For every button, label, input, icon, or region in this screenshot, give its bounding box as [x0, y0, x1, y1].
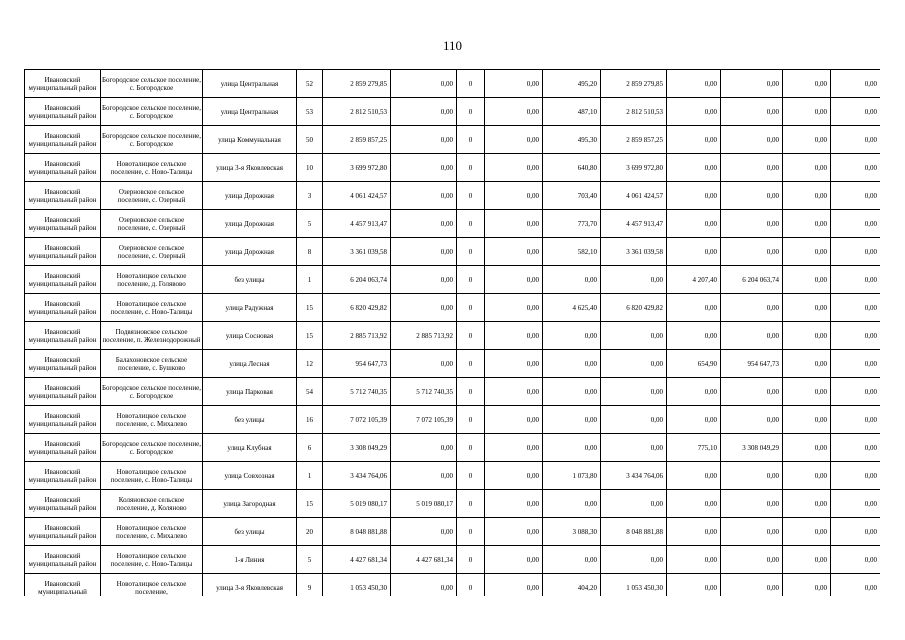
amount-cell: 0,00 [721, 378, 783, 406]
area-cell: 495,30 [543, 126, 601, 154]
count-cell: 0 [457, 406, 485, 434]
area-cell: 0,00 [667, 210, 721, 238]
district-cell: Ивановский муниципальный район [25, 266, 101, 294]
table-row [25, 98, 881, 126]
amount-cell: 0,00 [721, 294, 783, 322]
amount-cell: 0,00 [391, 518, 457, 546]
house-number-cell: 9 [297, 574, 323, 597]
area-cell: 1 073,80 [543, 462, 601, 490]
amount-cell: 0,00 [831, 126, 881, 154]
amount-cell: 0,00 [721, 154, 783, 182]
settlement-cell: Богородское сельское поселение, с. Богородское [101, 434, 203, 462]
table-row [25, 210, 881, 238]
total-cost-cell: 2 859 279,85 [323, 70, 391, 98]
district-cell: Ивановский муниципальный район [25, 350, 101, 378]
amount-cell: 0,00 [391, 70, 457, 98]
amount-cell: 6 204 063,74 [721, 266, 783, 294]
amount-cell: 0,00 [391, 266, 457, 294]
amount-cell: 7 072 105,39 [391, 406, 457, 434]
house-number-cell: 3 [297, 182, 323, 210]
amount-cell: 0,00 [721, 546, 783, 574]
settlement-cell: Новоталицкое сельское поселение, с. Ново-Талицы [101, 154, 203, 182]
amount-cell: 0,00 [721, 490, 783, 518]
amount-cell: 0,00 [831, 546, 881, 574]
settlement-cell: Богородское сельское поселение, с. Богородское [101, 126, 203, 154]
amount-cell: 0,00 [831, 238, 881, 266]
amount-cell: 0,00 [831, 490, 881, 518]
house-number-cell: 15 [297, 490, 323, 518]
total-cost-cell: 2 859 857,25 [323, 126, 391, 154]
table-body [25, 70, 881, 597]
street-cell: улица Загородная [203, 490, 297, 518]
total-cost-cell: 3 308 049,29 [323, 434, 391, 462]
area-cell: 773,70 [543, 210, 601, 238]
count-cell: 0 [457, 322, 485, 350]
house-number-cell: 6 [297, 434, 323, 462]
district-cell: Ивановский муниципальный район [25, 406, 101, 434]
amount-cell: 0,00 [831, 210, 881, 238]
amount-cell: 0,00 [601, 378, 667, 406]
district-cell: Ивановский муниципальный район [25, 322, 101, 350]
amount-cell: 0,00 [831, 434, 881, 462]
street-cell: улица Дорожная [203, 238, 297, 266]
area-cell: 0,00 [667, 70, 721, 98]
amount-cell: 0,00 [485, 182, 543, 210]
amount-cell: 0,00 [485, 350, 543, 378]
house-number-cell: 52 [297, 70, 323, 98]
amount-cell: 0,00 [783, 294, 831, 322]
count-cell: 0 [457, 126, 485, 154]
amount-cell: 0,00 [783, 350, 831, 378]
area-cell: 640,80 [543, 154, 601, 182]
street-cell: улица Парковая [203, 378, 297, 406]
amount-cell: 0,00 [721, 574, 783, 597]
count-cell: 0 [457, 238, 485, 266]
district-cell: Ивановский муниципальный район [25, 490, 101, 518]
amount-cell: 4 061 424,57 [601, 182, 667, 210]
street-cell: без улицы [203, 266, 297, 294]
count-cell: 0 [457, 378, 485, 406]
amount-cell: 0,00 [391, 154, 457, 182]
street-cell: улица Центральная [203, 70, 297, 98]
house-number-cell: 1 [297, 462, 323, 490]
amount-cell: 0,00 [485, 322, 543, 350]
settlement-cell: Новоталицкое сельское поселение, с. Ново-Талицы [101, 546, 203, 574]
amount-cell: 0,00 [391, 238, 457, 266]
amount-cell: 0,00 [783, 518, 831, 546]
amount-cell: 3 361 039,58 [601, 238, 667, 266]
area-cell: 4 207,40 [667, 266, 721, 294]
area-cell: 0,00 [543, 266, 601, 294]
count-cell: 0 [457, 294, 485, 322]
amount-cell: 0,00 [485, 294, 543, 322]
area-cell: 404,20 [543, 574, 601, 597]
amount-cell: 0,00 [601, 406, 667, 434]
total-cost-cell: 6 204 063,74 [323, 266, 391, 294]
amount-cell: 0,00 [485, 70, 543, 98]
count-cell: 0 [457, 434, 485, 462]
amount-cell: 0,00 [721, 210, 783, 238]
area-cell: 0,00 [667, 378, 721, 406]
amount-cell: 2 859 279,85 [601, 70, 667, 98]
district-cell: Ивановский муниципальный район [25, 546, 101, 574]
settlement-cell: Новоталицкое сельское поселение, д. Голявово [101, 266, 203, 294]
amount-cell: 0,00 [831, 322, 881, 350]
amount-cell: 0,00 [601, 266, 667, 294]
amount-cell: 0,00 [783, 490, 831, 518]
area-cell: 0,00 [543, 322, 601, 350]
area-cell: 0,00 [543, 434, 601, 462]
settlement-cell: Богородское сельское поселение, с. Богородское [101, 98, 203, 126]
house-number-cell: 16 [297, 406, 323, 434]
total-cost-cell: 6 820 429,82 [323, 294, 391, 322]
amount-cell: 0,00 [721, 322, 783, 350]
street-cell: улица Сосновая [203, 322, 297, 350]
settlement-cell: Новоталицкое сельское поселение, с. Михалево [101, 518, 203, 546]
amount-cell: 0,00 [783, 378, 831, 406]
amount-cell: 0,00 [601, 350, 667, 378]
area-cell: 0,00 [667, 182, 721, 210]
area-cell: 0,00 [667, 490, 721, 518]
settlement-cell: Озерновское сельское поселение, с. Озерный [101, 210, 203, 238]
settlement-cell: Балахоновское сельское поселение, с. Бушково [101, 350, 203, 378]
total-cost-cell: 4 457 913,47 [323, 210, 391, 238]
amount-cell: 0,00 [485, 98, 543, 126]
total-cost-cell: 2 812 510,53 [323, 98, 391, 126]
count-cell: 0 [457, 490, 485, 518]
amount-cell: 0,00 [601, 546, 667, 574]
house-number-cell: 15 [297, 322, 323, 350]
amount-cell: 0,00 [831, 294, 881, 322]
amount-cell: 0,00 [783, 70, 831, 98]
amount-cell: 0,00 [831, 462, 881, 490]
table-row [25, 266, 881, 294]
amount-cell: 0,00 [783, 154, 831, 182]
count-cell: 0 [457, 182, 485, 210]
amount-cell: 0,00 [831, 70, 881, 98]
count-cell: 0 [457, 154, 485, 182]
total-cost-cell: 5 712 740,35 [323, 378, 391, 406]
street-cell: улица Дорожная [203, 210, 297, 238]
area-cell: 487,10 [543, 98, 601, 126]
table-row [25, 182, 881, 210]
amount-cell: 0,00 [391, 574, 457, 597]
district-cell: Ивановский муниципальный район [25, 126, 101, 154]
street-cell: без улицы [203, 518, 297, 546]
amount-cell: 2 812 510,53 [601, 98, 667, 126]
settlement-cell: Озерновское сельское поселение, с. Озерный [101, 182, 203, 210]
house-number-cell: 5 [297, 210, 323, 238]
table-row [25, 322, 881, 350]
area-cell: 654,90 [667, 350, 721, 378]
amount-cell: 0,00 [721, 518, 783, 546]
house-number-cell: 10 [297, 154, 323, 182]
count-cell: 0 [457, 70, 485, 98]
settlement-cell: Коляновское сельское поселение, д. Коляново [101, 490, 203, 518]
area-cell: 775,10 [667, 434, 721, 462]
total-cost-cell: 4 061 424,57 [323, 182, 391, 210]
amount-cell: 0,00 [783, 546, 831, 574]
amount-cell: 0,00 [601, 434, 667, 462]
street-cell: улица Совхозная [203, 462, 297, 490]
page-number: 110 [442, 38, 463, 53]
street-cell: улица Дорожная [203, 182, 297, 210]
street-cell: улица Радужная [203, 294, 297, 322]
table-row [25, 126, 881, 154]
count-cell: 0 [457, 210, 485, 238]
amount-cell: 0,00 [721, 238, 783, 266]
district-cell: Ивановский муниципальный район [25, 182, 101, 210]
amount-cell: 0,00 [783, 574, 831, 597]
amount-cell: 2 859 857,25 [601, 126, 667, 154]
amount-cell: 0,00 [831, 378, 881, 406]
area-cell: 0,00 [667, 126, 721, 154]
district-cell: Ивановский муниципальный район [25, 518, 101, 546]
count-cell: 0 [457, 98, 485, 126]
area-cell: 0,00 [667, 154, 721, 182]
house-number-cell: 15 [297, 294, 323, 322]
amount-cell: 5 712 740,35 [391, 378, 457, 406]
amount-cell: 0,00 [831, 154, 881, 182]
settlement-cell: Подвязновское сельское поселение, п. Железнодорожный [101, 322, 203, 350]
amount-cell: 0,00 [485, 462, 543, 490]
amount-cell: 4 427 681,34 [391, 546, 457, 574]
table-row [25, 350, 881, 378]
amount-cell: 0,00 [831, 182, 881, 210]
amount-cell: 0,00 [721, 126, 783, 154]
settlement-cell: Новоталицкое сельское поселение, [101, 574, 203, 597]
table-row [25, 574, 881, 597]
count-cell: 0 [457, 574, 485, 597]
total-cost-cell: 2 885 713,92 [323, 322, 391, 350]
amount-cell: 0,00 [721, 182, 783, 210]
area-cell: 0,00 [667, 574, 721, 597]
settlement-cell: Новоталицкое сельское поселение, с. Ново-Талицы [101, 294, 203, 322]
settlement-cell: Богородское сельское поселение, с. Богородское [101, 70, 203, 98]
total-cost-cell: 5 019 080,17 [323, 490, 391, 518]
table-row [25, 490, 881, 518]
amount-cell: 3 699 972,80 [601, 154, 667, 182]
district-cell: Ивановский муниципальный район [25, 238, 101, 266]
amount-cell: 0,00 [485, 266, 543, 294]
amount-cell: 4 457 913,47 [601, 210, 667, 238]
district-cell: Ивановский муниципальный район [25, 210, 101, 238]
area-cell: 4 625,40 [543, 294, 601, 322]
house-number-cell: 12 [297, 350, 323, 378]
amount-cell: 0,00 [783, 210, 831, 238]
area-cell: 0,00 [543, 378, 601, 406]
total-cost-cell: 8 048 881,88 [323, 518, 391, 546]
amount-cell: 0,00 [391, 210, 457, 238]
table-row [25, 378, 881, 406]
total-cost-cell: 1 053 450,30 [323, 574, 391, 597]
house-number-cell: 8 [297, 238, 323, 266]
amount-cell: 0,00 [783, 322, 831, 350]
amount-cell: 0,00 [783, 462, 831, 490]
house-number-cell: 20 [297, 518, 323, 546]
amount-cell: 0,00 [721, 462, 783, 490]
area-cell: 495,20 [543, 70, 601, 98]
area-cell: 0,00 [667, 322, 721, 350]
amount-cell: 0,00 [391, 462, 457, 490]
total-cost-cell: 3 434 764,06 [323, 462, 391, 490]
table-row [25, 434, 881, 462]
area-cell: 582,10 [543, 238, 601, 266]
area-cell: 0,00 [667, 294, 721, 322]
area-cell: 0,00 [543, 350, 601, 378]
district-cell: Ивановский муниципальный район [25, 462, 101, 490]
amount-cell: 0,00 [391, 182, 457, 210]
amount-cell: 5 019 080,17 [391, 490, 457, 518]
amount-cell: 2 885 713,92 [391, 322, 457, 350]
amount-cell: 0,00 [485, 378, 543, 406]
count-cell: 0 [457, 462, 485, 490]
table-row [25, 546, 881, 574]
area-cell: 0,00 [667, 546, 721, 574]
house-number-cell: 50 [297, 126, 323, 154]
count-cell: 0 [457, 350, 485, 378]
amount-cell: 0,00 [721, 98, 783, 126]
amount-cell: 0,00 [721, 406, 783, 434]
table-row [25, 70, 881, 98]
house-number-cell: 53 [297, 98, 323, 126]
amount-cell: 0,00 [485, 490, 543, 518]
amount-cell: 0,00 [391, 98, 457, 126]
district-cell: Ивановский муниципальный район [25, 378, 101, 406]
amount-cell: 0,00 [831, 350, 881, 378]
amount-cell: 6 820 429,82 [601, 294, 667, 322]
amount-cell: 0,00 [391, 294, 457, 322]
amount-cell: 0,00 [485, 574, 543, 597]
settlement-cell: Новоталицкое сельское поселение, с. Михалево [101, 406, 203, 434]
district-cell: Ивановский муниципальный район [25, 294, 101, 322]
total-cost-cell: 3 361 039,58 [323, 238, 391, 266]
amount-cell: 0,00 [783, 98, 831, 126]
total-cost-cell: 7 072 105,39 [323, 406, 391, 434]
district-cell: Ивановский муниципальный район [25, 434, 101, 462]
street-cell: без улицы [203, 406, 297, 434]
table-row [25, 294, 881, 322]
amount-cell: 0,00 [485, 546, 543, 574]
amount-cell: 0,00 [601, 490, 667, 518]
street-cell: улица Коммунальная [203, 126, 297, 154]
table-row [25, 406, 881, 434]
amount-cell: 0,00 [391, 126, 457, 154]
amount-cell: 0,00 [831, 266, 881, 294]
house-number-cell: 1 [297, 266, 323, 294]
district-cell: Ивановский муниципальный [25, 574, 101, 597]
settlement-cell: Богородское сельское поселение, с. Богородское [101, 378, 203, 406]
amount-cell: 0,00 [721, 70, 783, 98]
area-cell: 0,00 [543, 490, 601, 518]
district-cell: Ивановский муниципальный район [25, 98, 101, 126]
area-cell: 703,40 [543, 182, 601, 210]
amount-cell: 0,00 [391, 350, 457, 378]
street-cell: улица Клубная [203, 434, 297, 462]
area-cell: 0,00 [667, 98, 721, 126]
amount-cell: 0,00 [391, 434, 457, 462]
district-cell: Ивановский муниципальный район [25, 154, 101, 182]
amount-cell: 0,00 [783, 266, 831, 294]
amount-cell: 0,00 [831, 406, 881, 434]
street-cell: улица 3-я Яковлевская [203, 154, 297, 182]
table-row [25, 518, 881, 546]
street-cell: улица Центральная [203, 98, 297, 126]
area-cell: 0,00 [543, 546, 601, 574]
house-number-cell: 5 [297, 546, 323, 574]
amount-cell: 0,00 [485, 434, 543, 462]
street-cell: улица Лесная [203, 350, 297, 378]
table-row [25, 238, 881, 266]
house-number-cell: 54 [297, 378, 323, 406]
amount-cell: 0,00 [485, 154, 543, 182]
area-cell: 3 088,30 [543, 518, 601, 546]
table-row [25, 154, 881, 182]
amount-cell: 954 647,73 [721, 350, 783, 378]
count-cell: 0 [457, 266, 485, 294]
area-cell: 0,00 [667, 462, 721, 490]
amount-cell: 0,00 [783, 182, 831, 210]
amount-cell: 0,00 [831, 98, 881, 126]
street-cell: улица 3-я Яковлевская [203, 574, 297, 597]
total-cost-cell: 4 427 681,34 [323, 546, 391, 574]
amount-cell: 0,00 [831, 574, 881, 597]
amount-cell: 3 308 049,29 [721, 434, 783, 462]
area-cell: 0,00 [667, 518, 721, 546]
area-cell: 0,00 [667, 238, 721, 266]
amount-cell: 0,00 [783, 238, 831, 266]
amount-cell: 0,00 [783, 406, 831, 434]
amount-cell: 0,00 [485, 126, 543, 154]
settlement-cell: Новоталицкое сельское поселение, с. Ново-Талицы [101, 462, 203, 490]
amount-cell: 0,00 [485, 518, 543, 546]
amount-cell: 0,00 [831, 518, 881, 546]
settlement-cell: Озерновское сельское поселение, с. Озерный [101, 238, 203, 266]
area-cell: 0,00 [667, 406, 721, 434]
data-table [24, 69, 880, 596]
count-cell: 0 [457, 518, 485, 546]
amount-cell: 0,00 [601, 322, 667, 350]
amount-cell: 8 048 881,88 [601, 518, 667, 546]
total-cost-cell: 954 647,73 [323, 350, 391, 378]
table-row [25, 462, 881, 490]
area-cell: 0,00 [543, 406, 601, 434]
amount-cell: 0,00 [783, 434, 831, 462]
amount-cell: 3 434 764,06 [601, 462, 667, 490]
district-cell: Ивановский муниципальный район [25, 70, 101, 98]
table-container [24, 69, 880, 596]
street-cell: 1-я Линия [203, 546, 297, 574]
amount-cell: 0,00 [783, 126, 831, 154]
amount-cell: 0,00 [485, 238, 543, 266]
amount-cell: 0,00 [485, 210, 543, 238]
amount-cell: 0,00 [485, 406, 543, 434]
total-cost-cell: 3 699 972,80 [323, 154, 391, 182]
count-cell: 0 [457, 546, 485, 574]
amount-cell: 1 053 450,30 [601, 574, 667, 597]
